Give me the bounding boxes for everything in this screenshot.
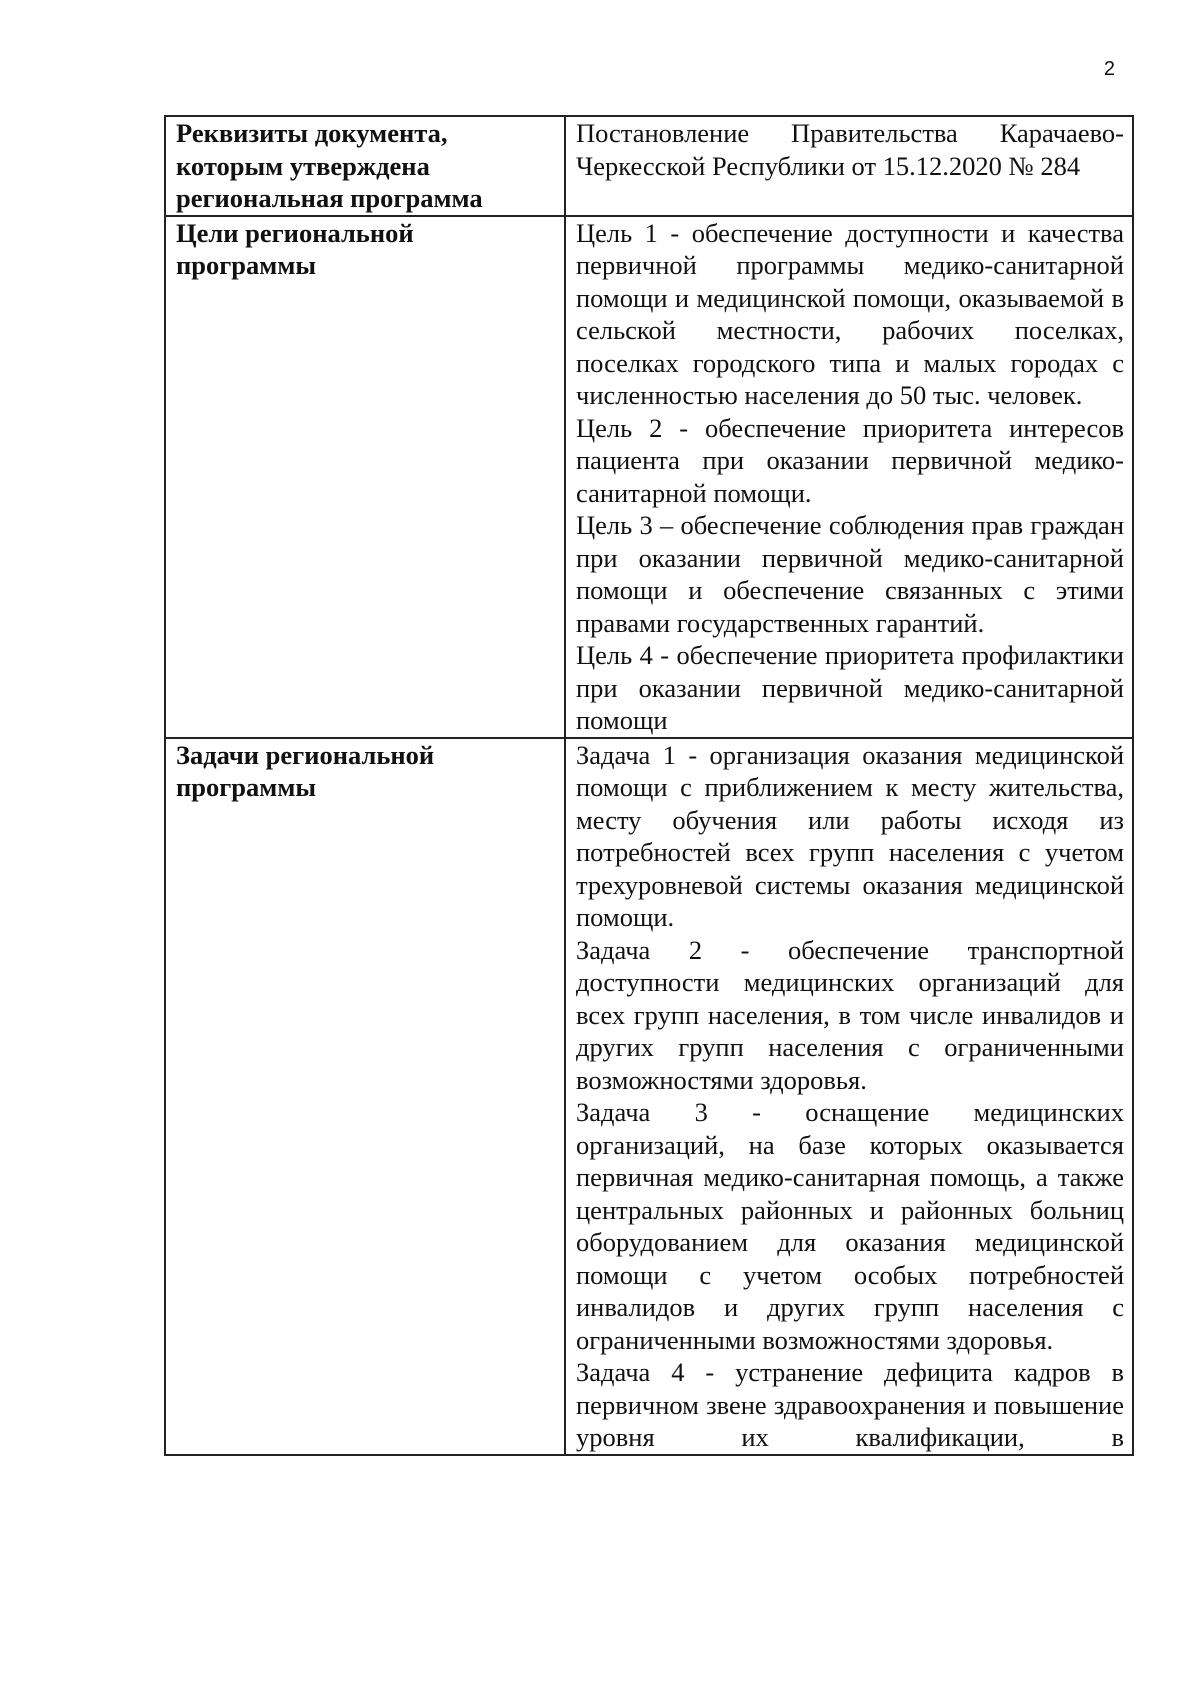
value-paragraph: Задача 2 - обеспечение транспортной доступности медицинских организаций для всех групп населения, в том числе инвалидов и других групп населения с ограниченными возможностями здоровья. <box>576 934 1124 1095</box>
value-paragraph: Задача 4 - устранение дефицита кадров в первичном звене здравоохранения и повышение уровня их квалификации, в <box>576 1357 1124 1452</box>
value-paragraph: Постановление Правительства Карачаево-Черкесской Республики от 15.12.2020 № 284 <box>576 118 1124 181</box>
row-value <box>565 216 1133 738</box>
value-paragraph: Цель 1 - обеспечение доступности и качества первичной программы медико-санитарной помощи и медицинской помощи, оказываемой в сельской местности, рабочих поселках, поселках городского типа и малых городах с численностью населения до 50 тыс. человек. <box>576 217 1124 410</box>
value-paragraph: Цель 3 – обеспечение соблюдения прав граждан при оказании первичной медико-санитарной помощи и обеспечение связанных с этими правами государственных гарантий. <box>576 510 1124 638</box>
row-label: Реквизиты документа, которым утверждена региональная программа <box>165 116 565 216</box>
row-label: Цели региональной программы <box>165 216 565 738</box>
value-paragraph: Цель 4 - обеспечение приоритета профилактики при оказании первичной медико-санитарной помощи <box>576 640 1124 735</box>
value-paragraph: Задача 1 - организация оказания медицинской помощи с приближением к месту жительства, месту обучения или работы исходя из потребностей всех групп населения с учетом трехуровневой системы оказания медицинской помощи. <box>576 739 1124 932</box>
page-number: 2 <box>1103 58 1115 80</box>
row-label: Задачи региональной программы <box>165 738 565 1455</box>
value-paragraph: Цель 2 - обеспечение приоритета интересов пациента при оказании первичной медико-санитарной помощи. <box>576 412 1124 508</box>
row-value <box>565 738 1133 1455</box>
table-row <box>165 216 1133 738</box>
table-row <box>165 116 1133 216</box>
table-row <box>165 738 1133 1455</box>
program-passport-table <box>164 115 1134 1456</box>
value-paragraph: Задача 3 - оснащение медицинских организаций, на базе которых оказывается первичная медико-санитарная помощь, а также центральных районных и районных больниц оборудованием для оказания медицинской помощи с учетом особых потребностей инвалидов и других групп населения с ограниченными возможностями здоровья. <box>576 1097 1124 1355</box>
row-value <box>565 116 1133 216</box>
